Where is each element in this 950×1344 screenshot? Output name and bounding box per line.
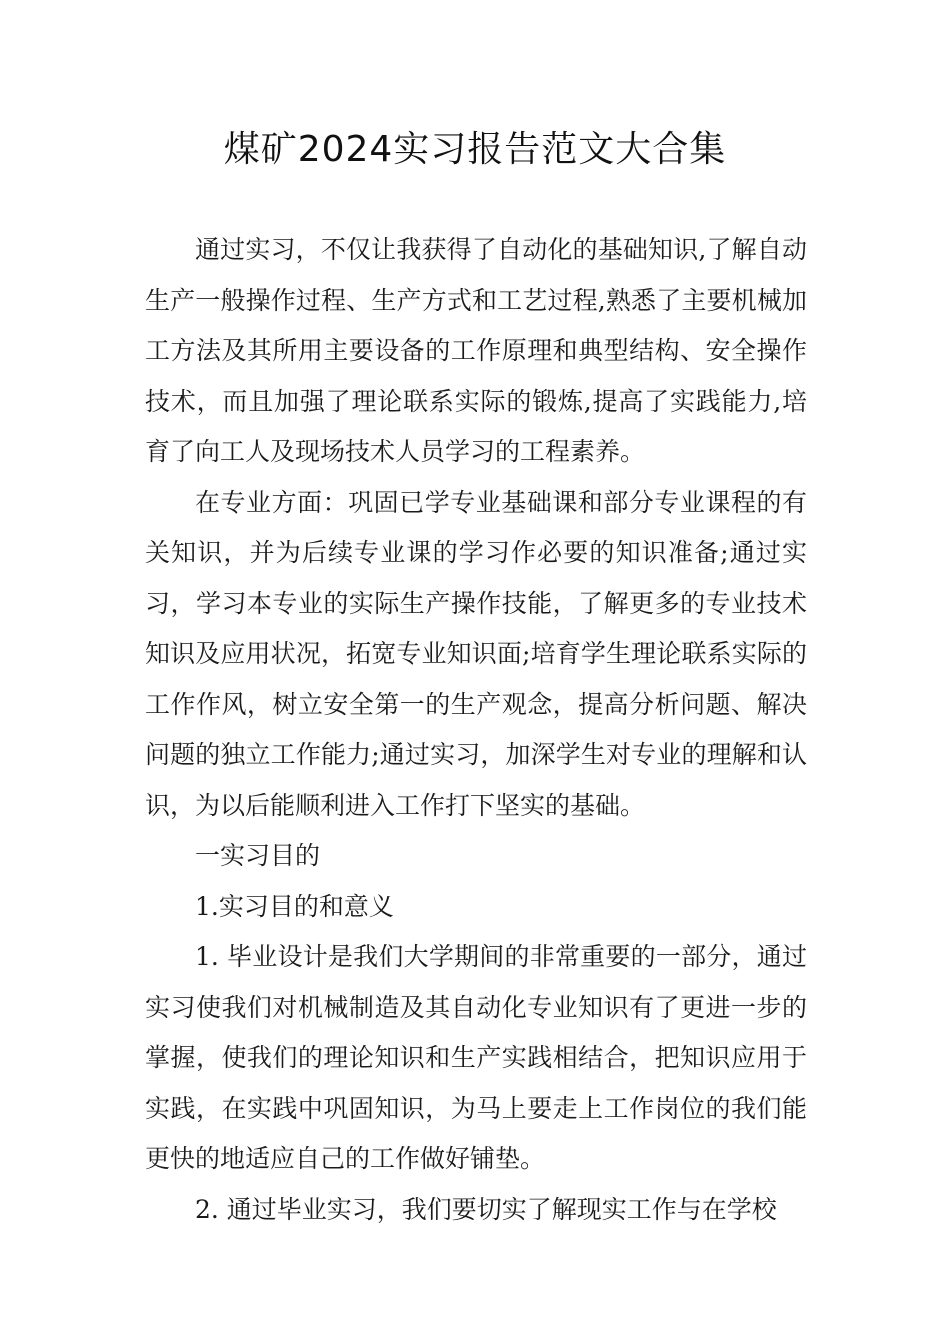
document-body: [145, 225, 807, 1235]
subsection-heading-purpose-and-meaning: 1.实习目的和意义: [195, 891, 394, 921]
list-item-2: 2. 通过毕业实习，我们要切实了解现实工作与在学校: [195, 1194, 777, 1224]
paragraph-professional-aspects: 在专业方面：巩固已学专业基础课和部分专业课程的有关知识，并为后续专业课的学习作必要的知识准备;通过实习，学习本专业的实际生产操作技能，了解更多的专业技术知识及应用状况，拓宽专业知识面;培育学生理论联系实际的工作作风，树立安全第一的生产观念，提高分析问题、解决问题的独立工作能力;通过实习，加深学生对专业的理解和认识，为以后能顺利进入工作打下坚实的基础。: [145, 487, 807, 820]
document-title: 煤矿2024实习报告范文大合集: [223, 129, 727, 170]
section-heading-internship-purpose: 一实习目的: [195, 841, 321, 870]
paragraph-internship-gains: 通过实习，不仅让我获得了自动化的基础知识,了解自动生产一般操作过程、生产方式和工艺过程,熟悉了主要机械加工方法及其所用主要设备的工作原理和典型结构、安全操作技术，而且加强了理论联系实际的锻炼,提高了实践能力,培育了向工人及现场技术人员学习的工程素养。: [145, 235, 807, 466]
list-item-1: 1. 毕业设计是我们大学期间的非常重要的一部分，通过实习使我们对机械制造及其自动化专业知识有了更进一步的掌握，使我们的理论知识和生产实践相结合，把知识应用于实践，在实践中巩固知识，为马上要走上工作岗位的我们能更快的地适应自己的工作做好铺垫。: [145, 942, 807, 1173]
